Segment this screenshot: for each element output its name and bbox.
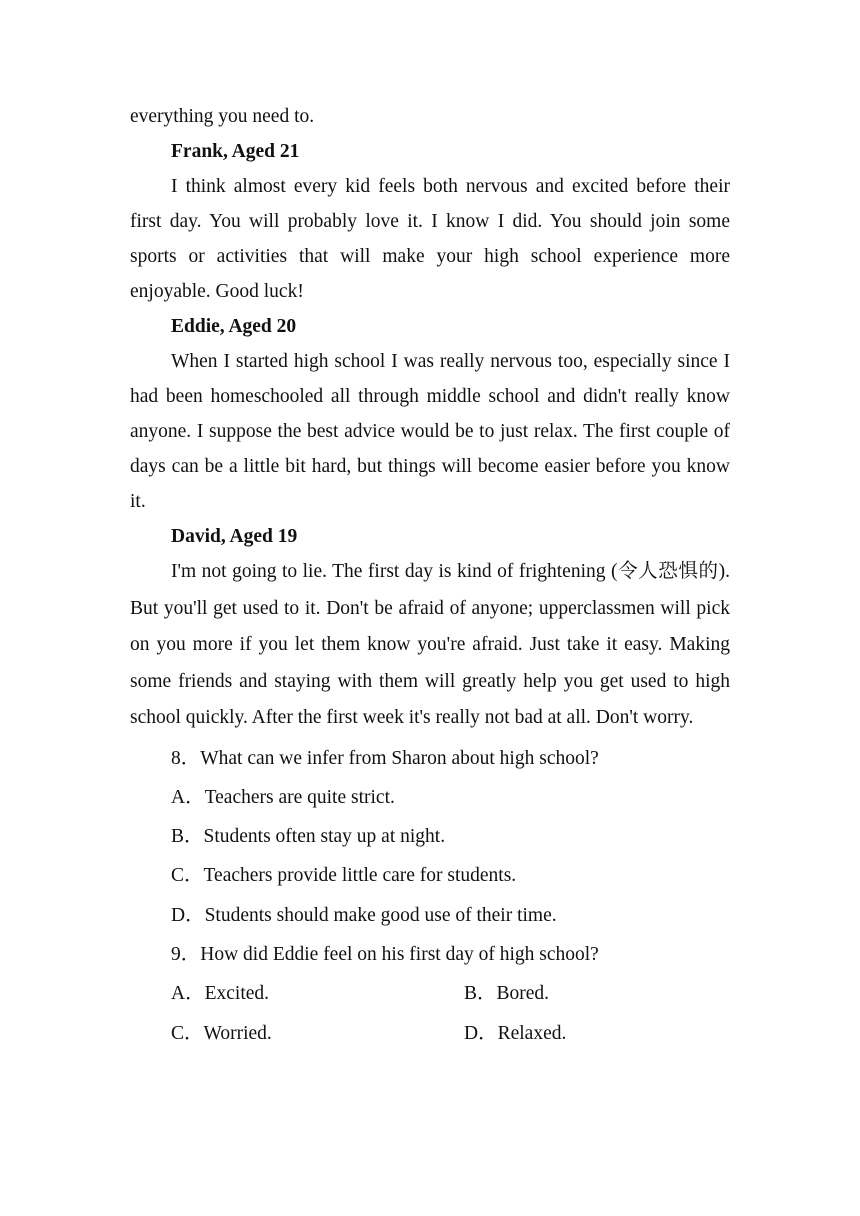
answer-option-row <box>130 974 730 1013</box>
answer-option: A．Excited. <box>171 983 270 1005</box>
response-frank <box>130 134 730 309</box>
question-9 <box>130 935 730 1053</box>
answer-option: D．Relaxed. <box>464 1022 567 1044</box>
answer-option: B．Bored. <box>464 983 550 1005</box>
question-stem: 8．What can we infer from Sharon about high school? <box>171 747 599 769</box>
answer-option-row <box>130 1014 730 1053</box>
response-author: Frank, Aged 21 <box>171 141 300 162</box>
response-author: Eddie, Aged 20 <box>171 316 297 337</box>
answer-option: A．Teachers are quite strict. <box>171 786 395 808</box>
question-8 <box>130 739 730 935</box>
response-text: I think almost every kid feels both nervous and excited before their first day. You will probably love it. I know I did. You should join some sports or activities that will make your high school experience more enjoyable. Good luck! <box>130 176 730 302</box>
document-page <box>130 99 730 1053</box>
answer-option: C．Worried. <box>171 1022 272 1044</box>
response-david <box>130 519 730 737</box>
answer-option: B．Students often stay up at night. <box>171 826 446 848</box>
intro-tail-text: everything you need to. <box>130 106 315 127</box>
response-eddie <box>130 309 730 519</box>
answer-option: C．Teachers provide little care for students. <box>171 865 517 887</box>
answer-option: D．Students should make good use of their time. <box>171 904 557 926</box>
response-author: David, Aged 19 <box>171 526 298 547</box>
response-text: I'm not going to lie. The first day is kind of frightening (令人恐惧的). But you'll get used to it. Don't be afraid of anyone; upperclassmen will pick on you more if you let them know you're afraid. Just take it easy. Making some friends and staying with them will greatly help you get used to high school quickly. After the first week it's really not bad at all. Don't worry. <box>130 561 730 728</box>
question-stem: 9．How did Eddie feel on his first day of high school? <box>171 943 599 965</box>
response-text: When I started high school I was really nervous too, especially since I had been homeschooled all through middle school and didn't really know anyone. I suppose the best advice would be to just relax. The first couple of days can be a little bit hard, but things will become easier before you know it. <box>130 351 730 512</box>
